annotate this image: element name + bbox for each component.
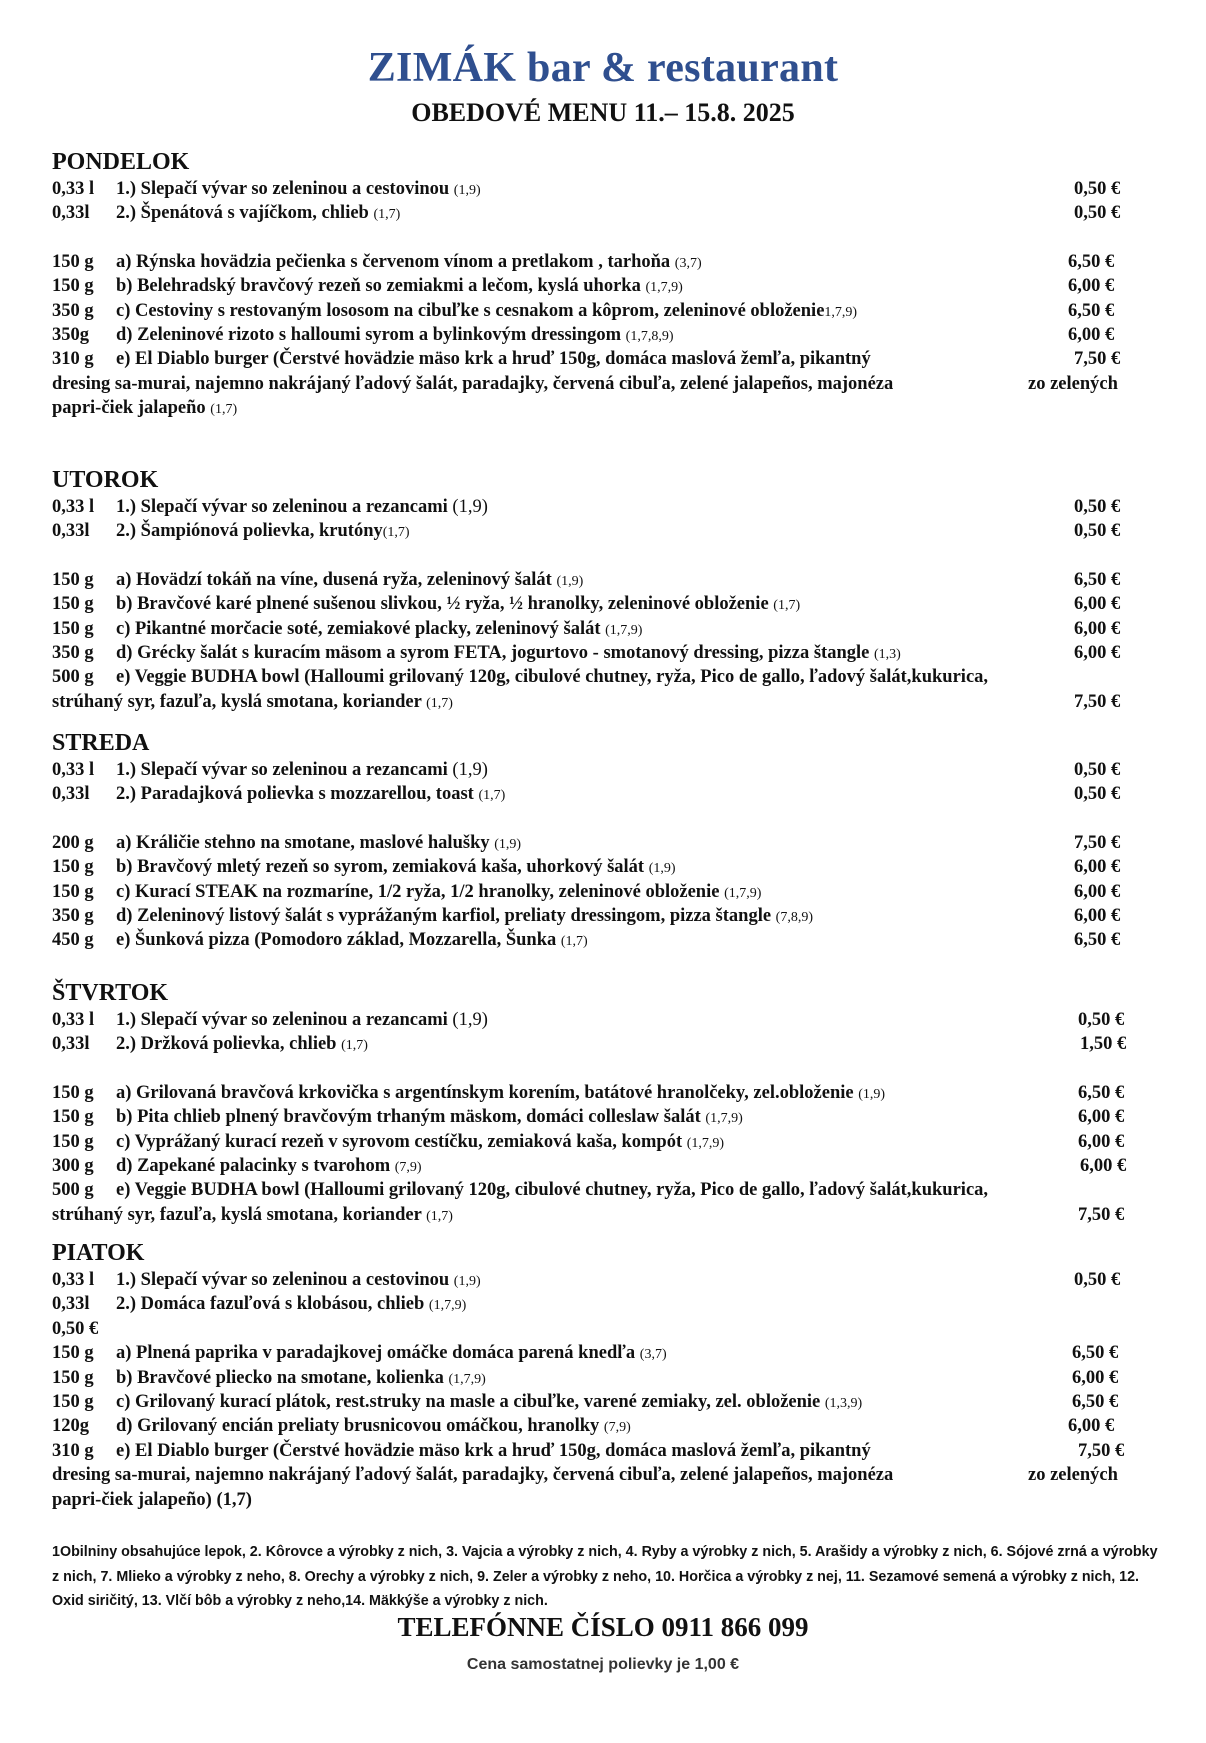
- dish-name: b) Belehradský bravčový rezeň so zemiakmi a lečom, kyslá uhorka: [116, 276, 641, 297]
- price: 6,00 €: [1074, 881, 1121, 902]
- menu-item-row: [52, 323, 1152, 347]
- menu-item-row: [52, 855, 1152, 879]
- price: 6,00 €: [1068, 1416, 1115, 1437]
- dish-name: 2.) Špenátová s vajíčkom, chlieb: [116, 203, 369, 224]
- menu-item-continuation: [52, 690, 1152, 714]
- allergen-codes: (1,7,9): [605, 622, 643, 638]
- allergen-codes: (1,9): [858, 1086, 886, 1102]
- price: 6,50 €: [1072, 1343, 1119, 1364]
- price: 6,50 €: [1072, 1391, 1119, 1412]
- price: 7,50 €: [1074, 349, 1121, 370]
- allergen-codes: (1,7,9): [705, 1111, 743, 1127]
- portion-size: 350g: [52, 324, 89, 345]
- price: 0,50 €: [1074, 203, 1121, 224]
- allergen-codes: (1,7,9): [724, 885, 762, 901]
- allergen-codes: (1,7): [560, 934, 588, 950]
- price: 0,50 €: [1074, 760, 1121, 780]
- portion-size: 150 g: [52, 857, 94, 878]
- allergen-codes: (1,7): [341, 1038, 368, 1054]
- day-section-pondelok: [52, 147, 1152, 421]
- price: 7,50 €: [1078, 1440, 1125, 1461]
- dish-name: d) Zeleninový listový šalát s vyprážaným karfiol, preliaty dressingom, pizza štangle: [116, 905, 772, 926]
- day-name: UTOROK: [52, 467, 159, 493]
- dish-name: 1.) Slepačí vývar so zeleninou a cestovinou: [116, 1270, 450, 1290]
- price: 0,50 €: [1074, 784, 1121, 805]
- dish-name: d) Grécky šalát s kuracím mäsom a syrom FETA, jogurtovo - smotanový dressing, pizza štangle: [116, 642, 870, 663]
- portion-size: 0,33l: [52, 1294, 90, 1315]
- allergen-codes: (7,9): [394, 1159, 422, 1175]
- menu-item-row: [52, 1366, 1152, 1390]
- price: 0,50 €: [1074, 521, 1121, 542]
- dish-name: 2.) Držková polievka, chlieb: [116, 1034, 337, 1055]
- allergen-codes: (3,7): [639, 1347, 667, 1363]
- allergen-codes: (1,7): [382, 525, 410, 541]
- menu-item-row: [52, 250, 1152, 274]
- dish-name: d) Zapekané palacinky s tvarohom: [116, 1155, 391, 1176]
- portion-size: 150 g: [52, 276, 94, 297]
- soup-row: [52, 177, 1152, 201]
- dish-description: strúhaný syr, fazuľa, kyslá smotana, koriander: [52, 691, 422, 712]
- menu-item-row: [52, 1105, 1152, 1129]
- price: 6,00 €: [1068, 324, 1115, 345]
- portion-size: 150 g: [52, 618, 94, 639]
- soup-row: [52, 1268, 1152, 1292]
- soup-row: [52, 758, 1152, 782]
- price: 0,50 €: [1074, 1270, 1121, 1290]
- dish-name: b) Pita chlieb plnený bravčovým trhaným mäskom, domáci colleslaw šalát: [116, 1107, 701, 1128]
- dish-name: 1.) Slepačí vývar so zeleninou a rezancami: [116, 1010, 448, 1030]
- price: 6,00 €: [1072, 1367, 1119, 1388]
- menu-item-row: [52, 1439, 1152, 1463]
- portion-size: 200 g: [52, 832, 94, 853]
- price: 1,50 €: [1080, 1034, 1127, 1055]
- portion-size: 0,33 l: [52, 497, 95, 517]
- allergen-codes: (1,9): [452, 1010, 488, 1030]
- price: 6,50 €: [1068, 300, 1115, 321]
- portion-size: 150 g: [52, 881, 94, 902]
- dish-name: a) Grilovaná bravčová krkovička s argentínskym korením, batátové hranolčeky, zel.obloženie: [116, 1082, 854, 1103]
- portion-size: 150 g: [52, 1367, 94, 1388]
- price: 6,00 €: [1078, 1131, 1125, 1152]
- portion-size: 150 g: [52, 1131, 94, 1152]
- allergen-codes: (1,7): [210, 402, 238, 418]
- price: 6,50 €: [1074, 930, 1121, 951]
- allergen-codes: (1,9): [452, 497, 488, 517]
- dish-description: dresing sa-murai, najemno nakrájaný ľadový šalát, paradajky, červená cibuľa, zelené jalapeños, majonéza: [52, 1465, 894, 1486]
- portion-size: 150 g: [52, 1082, 94, 1103]
- menu-item-row: [52, 568, 1152, 592]
- soup-price-row: [52, 1317, 1152, 1341]
- allergen-codes: (1,9): [556, 573, 584, 589]
- menu-item-row: [52, 665, 1152, 689]
- dish-description-end: zo zelených: [1028, 373, 1118, 394]
- menu-item-row: [52, 1154, 1152, 1178]
- dish-description: papri-čiek jalapeño) (1,7): [52, 1489, 252, 1510]
- dish-name: c) Pikantné morčacie soté, zemiakové placky, zeleninový šalát: [116, 618, 601, 639]
- allergen-codes: (1,7): [478, 788, 506, 804]
- dish-name: d) Grilovaný encián preliaty brusnicovou omáčkou, hranolky: [116, 1416, 600, 1437]
- price: 6,00 €: [1074, 857, 1121, 878]
- dish-name: 1.) Slepačí vývar so zeleninou a rezancami: [116, 497, 448, 517]
- dish-name: 1.) Slepačí vývar so zeleninou a rezancami: [116, 760, 448, 780]
- dish-name: b) Bravčový mletý rezeň so syrom, zemiaková kaša, uhorkový šalát: [116, 857, 645, 878]
- price: 0,50 €: [52, 1318, 99, 1339]
- price: 6,00 €: [1074, 905, 1121, 926]
- price: 7,50 €: [1074, 832, 1121, 853]
- allergen-codes: (1,9): [452, 760, 488, 780]
- portion-size: 120g: [52, 1416, 89, 1437]
- menu-item-row: [52, 347, 1152, 371]
- menu-item-row: [52, 1341, 1152, 1365]
- menu-item-continuation: [52, 1203, 1152, 1227]
- dish-name: e) Šunková pizza (Pomodoro základ, Mozzarella, Šunka: [116, 930, 557, 951]
- portion-size: 150 g: [52, 569, 94, 590]
- dish-name: a) Hovädzí tokáň na víne, dusená ryža, zeleninový šalát: [116, 569, 552, 590]
- menu-item-row: [52, 904, 1152, 928]
- menu-item-row: [52, 1081, 1152, 1105]
- allergen-codes: (3,7): [674, 255, 702, 271]
- price: 6,00 €: [1078, 1107, 1125, 1128]
- day-section-piatok: [52, 1238, 1152, 1512]
- soup-price-note: Cena samostatnej polievky je 1,00 €: [466, 1656, 740, 1673]
- portion-size: 350 g: [52, 642, 94, 663]
- price: 0,50 €: [1078, 1010, 1125, 1030]
- portion-size: 150 g: [52, 594, 94, 615]
- dish-name: e) El Diablo burger (Čerstvé hovädzie mäso krk a hruď 150g, domáca maslová žemľa, pikantný: [116, 349, 871, 370]
- allergen-codes: (1,7,9): [645, 280, 683, 296]
- dish-name: a) Králičie stehno na smotane, maslové halušky: [116, 832, 490, 853]
- dish-description: strúhaný syr, fazuľa, kyslá smotana, koriander: [52, 1204, 422, 1225]
- portion-size: 150 g: [52, 1391, 94, 1412]
- dish-name: e) Veggie BUDHA bowl (Halloumi grilovaný 120g, cibulové chutney, ryža, Pico de gallo, ľadový šalát,kukurica,: [116, 1180, 989, 1201]
- dish-name: 2.) Šampiónová polievka, krutóny: [116, 521, 383, 542]
- portion-size: 450 g: [52, 930, 94, 951]
- allergen-codes: (1,9): [453, 183, 481, 198]
- dish-description: papri-čiek jalapeño: [52, 398, 206, 419]
- portion-size: 0,33 l: [52, 1010, 95, 1030]
- dish-name: 2.) Domáca fazuľová s klobásou, chlieb: [116, 1294, 425, 1315]
- day-section-stvrtok: [52, 978, 1152, 1227]
- menu-subtitle: OBEDOVÉ MENU 11.– 15.8. 2025: [411, 98, 795, 127]
- price: 6,00 €: [1074, 618, 1121, 639]
- portion-size: 500 g: [52, 1180, 94, 1201]
- dish-name: 2.) Paradajková polievka s mozzarellou, toast: [116, 784, 474, 805]
- soup-row: [52, 1008, 1152, 1032]
- phone-number: TELEFÓNNE ČÍSLO 0911 866 099: [397, 1612, 809, 1642]
- allergen-codes: (1,7): [426, 695, 453, 711]
- portion-size: 310 g: [52, 1440, 94, 1461]
- allergen-codes: (1,7,9): [686, 1135, 725, 1151]
- allergen-codes: (7,8,9): [775, 909, 813, 925]
- menu-item-continuation: [52, 1488, 1152, 1512]
- allergen-codes: (1,3,9): [824, 1395, 863, 1411]
- allergen-legend: 1Obilniny obsahujúce lepok, 2. Kôrovce a výrobky z nich, 3. Vajcia a výrobky z nich, 4. Ryby a výrobky z nich, 5. Arašidy a výrobky z nich, 6. Sójové zrná a výrobky z nich, 7. Mlieko a výrobky z neho, 8. Orechy a výrobky z nich, 9. Zeler a výrobky z neho, 10. Horčica a výrobky z nej, 11. Sezamové semená a výrobky z nich, 12. Oxid siričitý, 13. Vlčí bôb a výrobky z neho,14. Mäkkýše a výrobky z nich.: [52, 1544, 1158, 1609]
- allergen-codes: 1,7,9): [824, 304, 858, 320]
- dish-name: c) Grilovaný kurací plátok, rest.struky na masle a cibuľke, varené zemiaky, zel. obloženie: [116, 1391, 821, 1412]
- menu-item-row: [52, 617, 1152, 641]
- menu-item-continuation: [52, 372, 1152, 396]
- dish-description: dresing sa-murai, najemno nakrájaný ľadový šalát, paradajky, červená cibuľa, zelené jalapeños, majonéza: [52, 373, 894, 394]
- dish-name: 1.) Slepačí vývar so zeleninou a cestovinou: [116, 179, 450, 199]
- dish-name: b) Bravčové pliecko na smotane, kolienka: [116, 1367, 444, 1388]
- menu-item-continuation: [52, 1463, 1152, 1487]
- dish-name: c) Cestoviny s restovaným lososom na cibuľke s cesnakom a kôprom, zeleninové obloženie: [116, 300, 825, 321]
- portion-size: 0,33 l: [52, 179, 95, 199]
- soup-row: [52, 495, 1152, 519]
- portion-size: 150 g: [52, 251, 94, 272]
- day-section-utorok: [52, 465, 1152, 714]
- menu-item-row: [52, 1130, 1152, 1154]
- dish-name: c) Vyprážaný kurací rezeň v syrovom cestíčku, zemiaková kaša, kompót: [116, 1131, 683, 1152]
- soup-row: [52, 1292, 1152, 1316]
- soup-row: [52, 201, 1152, 225]
- allergen-codes: (1,7,8,9): [625, 328, 674, 344]
- menu-item-row: [52, 831, 1152, 855]
- menu-item-row: [52, 1414, 1152, 1438]
- menu-item-row: [52, 641, 1152, 665]
- price: 6,50 €: [1068, 251, 1115, 272]
- allergen-codes: (1,7): [773, 598, 801, 614]
- price: 0,50 €: [1074, 179, 1121, 199]
- dish-name: d) Zeleninové rizoto s halloumi syrom a bylinkovým dressingom: [116, 324, 622, 345]
- dish-name: a) Plnená paprika v paradajkovej omáčke domáca parená knedľa: [116, 1343, 636, 1364]
- day-name: PIATOK: [52, 1240, 145, 1266]
- allergen-codes: (7,9): [603, 1420, 631, 1436]
- soup-row: [52, 782, 1152, 806]
- menu-item-row: [52, 928, 1152, 952]
- price: 6,00 €: [1074, 594, 1121, 615]
- dish-name: a) Rýnska hovädzia pečienka s červenom vínom a pretlakom , tarhoňa: [116, 251, 671, 272]
- allergen-codes: (1,7,9): [428, 1298, 467, 1314]
- allergen-codes: (1,9): [453, 1274, 481, 1289]
- portion-size: 310 g: [52, 349, 94, 370]
- menu-item-row: [52, 1390, 1152, 1414]
- price: 6,00 €: [1068, 276, 1115, 297]
- allergen-codes: (1,7,9): [448, 1371, 486, 1387]
- menu-item-row: [52, 1178, 1152, 1202]
- soup-row: [52, 1032, 1152, 1056]
- allergen-codes: (1,9): [494, 836, 522, 852]
- portion-size: 0,33l: [52, 784, 90, 805]
- allergen-codes: (1,3): [873, 646, 901, 662]
- price: 7,50 €: [1078, 1204, 1125, 1225]
- day-name: PONDELOK: [52, 149, 190, 175]
- portion-size: 350 g: [52, 905, 94, 926]
- soup-row: [52, 519, 1152, 543]
- menu-item-row: [52, 299, 1152, 323]
- dish-name: c) Kurací STEAK na rozmaríne, 1/2 ryža, 1/2 hranolky, zeleninové obloženie: [116, 881, 720, 902]
- menu-item-row: [52, 880, 1152, 904]
- menu-item-row: [52, 274, 1152, 298]
- allergen-codes: (1,7): [373, 207, 401, 223]
- portion-size: 0,33 l: [52, 1270, 95, 1290]
- menu-item-row: [52, 592, 1152, 616]
- price: 6,00 €: [1080, 1155, 1127, 1176]
- day-name: ŠTVRTOK: [52, 980, 169, 1006]
- portion-size: 350 g: [52, 300, 94, 321]
- portion-size: 300 g: [52, 1155, 94, 1176]
- portion-size: 0,33 l: [52, 760, 95, 780]
- menu-item-continuation: [52, 396, 1152, 420]
- portion-size: 0,33l: [52, 1034, 90, 1055]
- restaurant-title: ZIMÁK bar & restaurant: [367, 45, 839, 91]
- dish-name: e) El Diablo burger (Čerstvé hovädzie mäso krk a hruď 150g, domáca maslová žemľa, pikantný: [116, 1440, 871, 1461]
- portion-size: 500 g: [52, 667, 94, 688]
- allergen-codes: (1,7): [426, 1208, 453, 1224]
- portion-size: 150 g: [52, 1107, 94, 1128]
- price: 0,50 €: [1074, 497, 1121, 517]
- price: 7,50 €: [1074, 691, 1121, 712]
- portion-size: 150 g: [52, 1343, 94, 1364]
- portion-size: 0,33l: [52, 521, 90, 542]
- dish-name: e) Veggie BUDHA bowl (Halloumi grilovaný 120g, cibulové chutney, ryža, Pico de gallo, ľadový šalát,kukurica,: [116, 667, 989, 688]
- price: 6,50 €: [1078, 1082, 1125, 1103]
- price: 6,00 €: [1074, 642, 1121, 663]
- price: 6,50 €: [1074, 569, 1121, 590]
- portion-size: 0,33l: [52, 203, 90, 224]
- dish-description-end: zo zelených: [1028, 1465, 1118, 1486]
- day-section-streda: [52, 728, 1152, 953]
- dish-name: b) Bravčové karé plnené sušenou slivkou, ½ ryža, ½ hranolky, zeleninové obloženie: [116, 594, 769, 615]
- day-name: STREDA: [52, 730, 150, 756]
- allergen-codes: (1,9): [648, 861, 676, 877]
